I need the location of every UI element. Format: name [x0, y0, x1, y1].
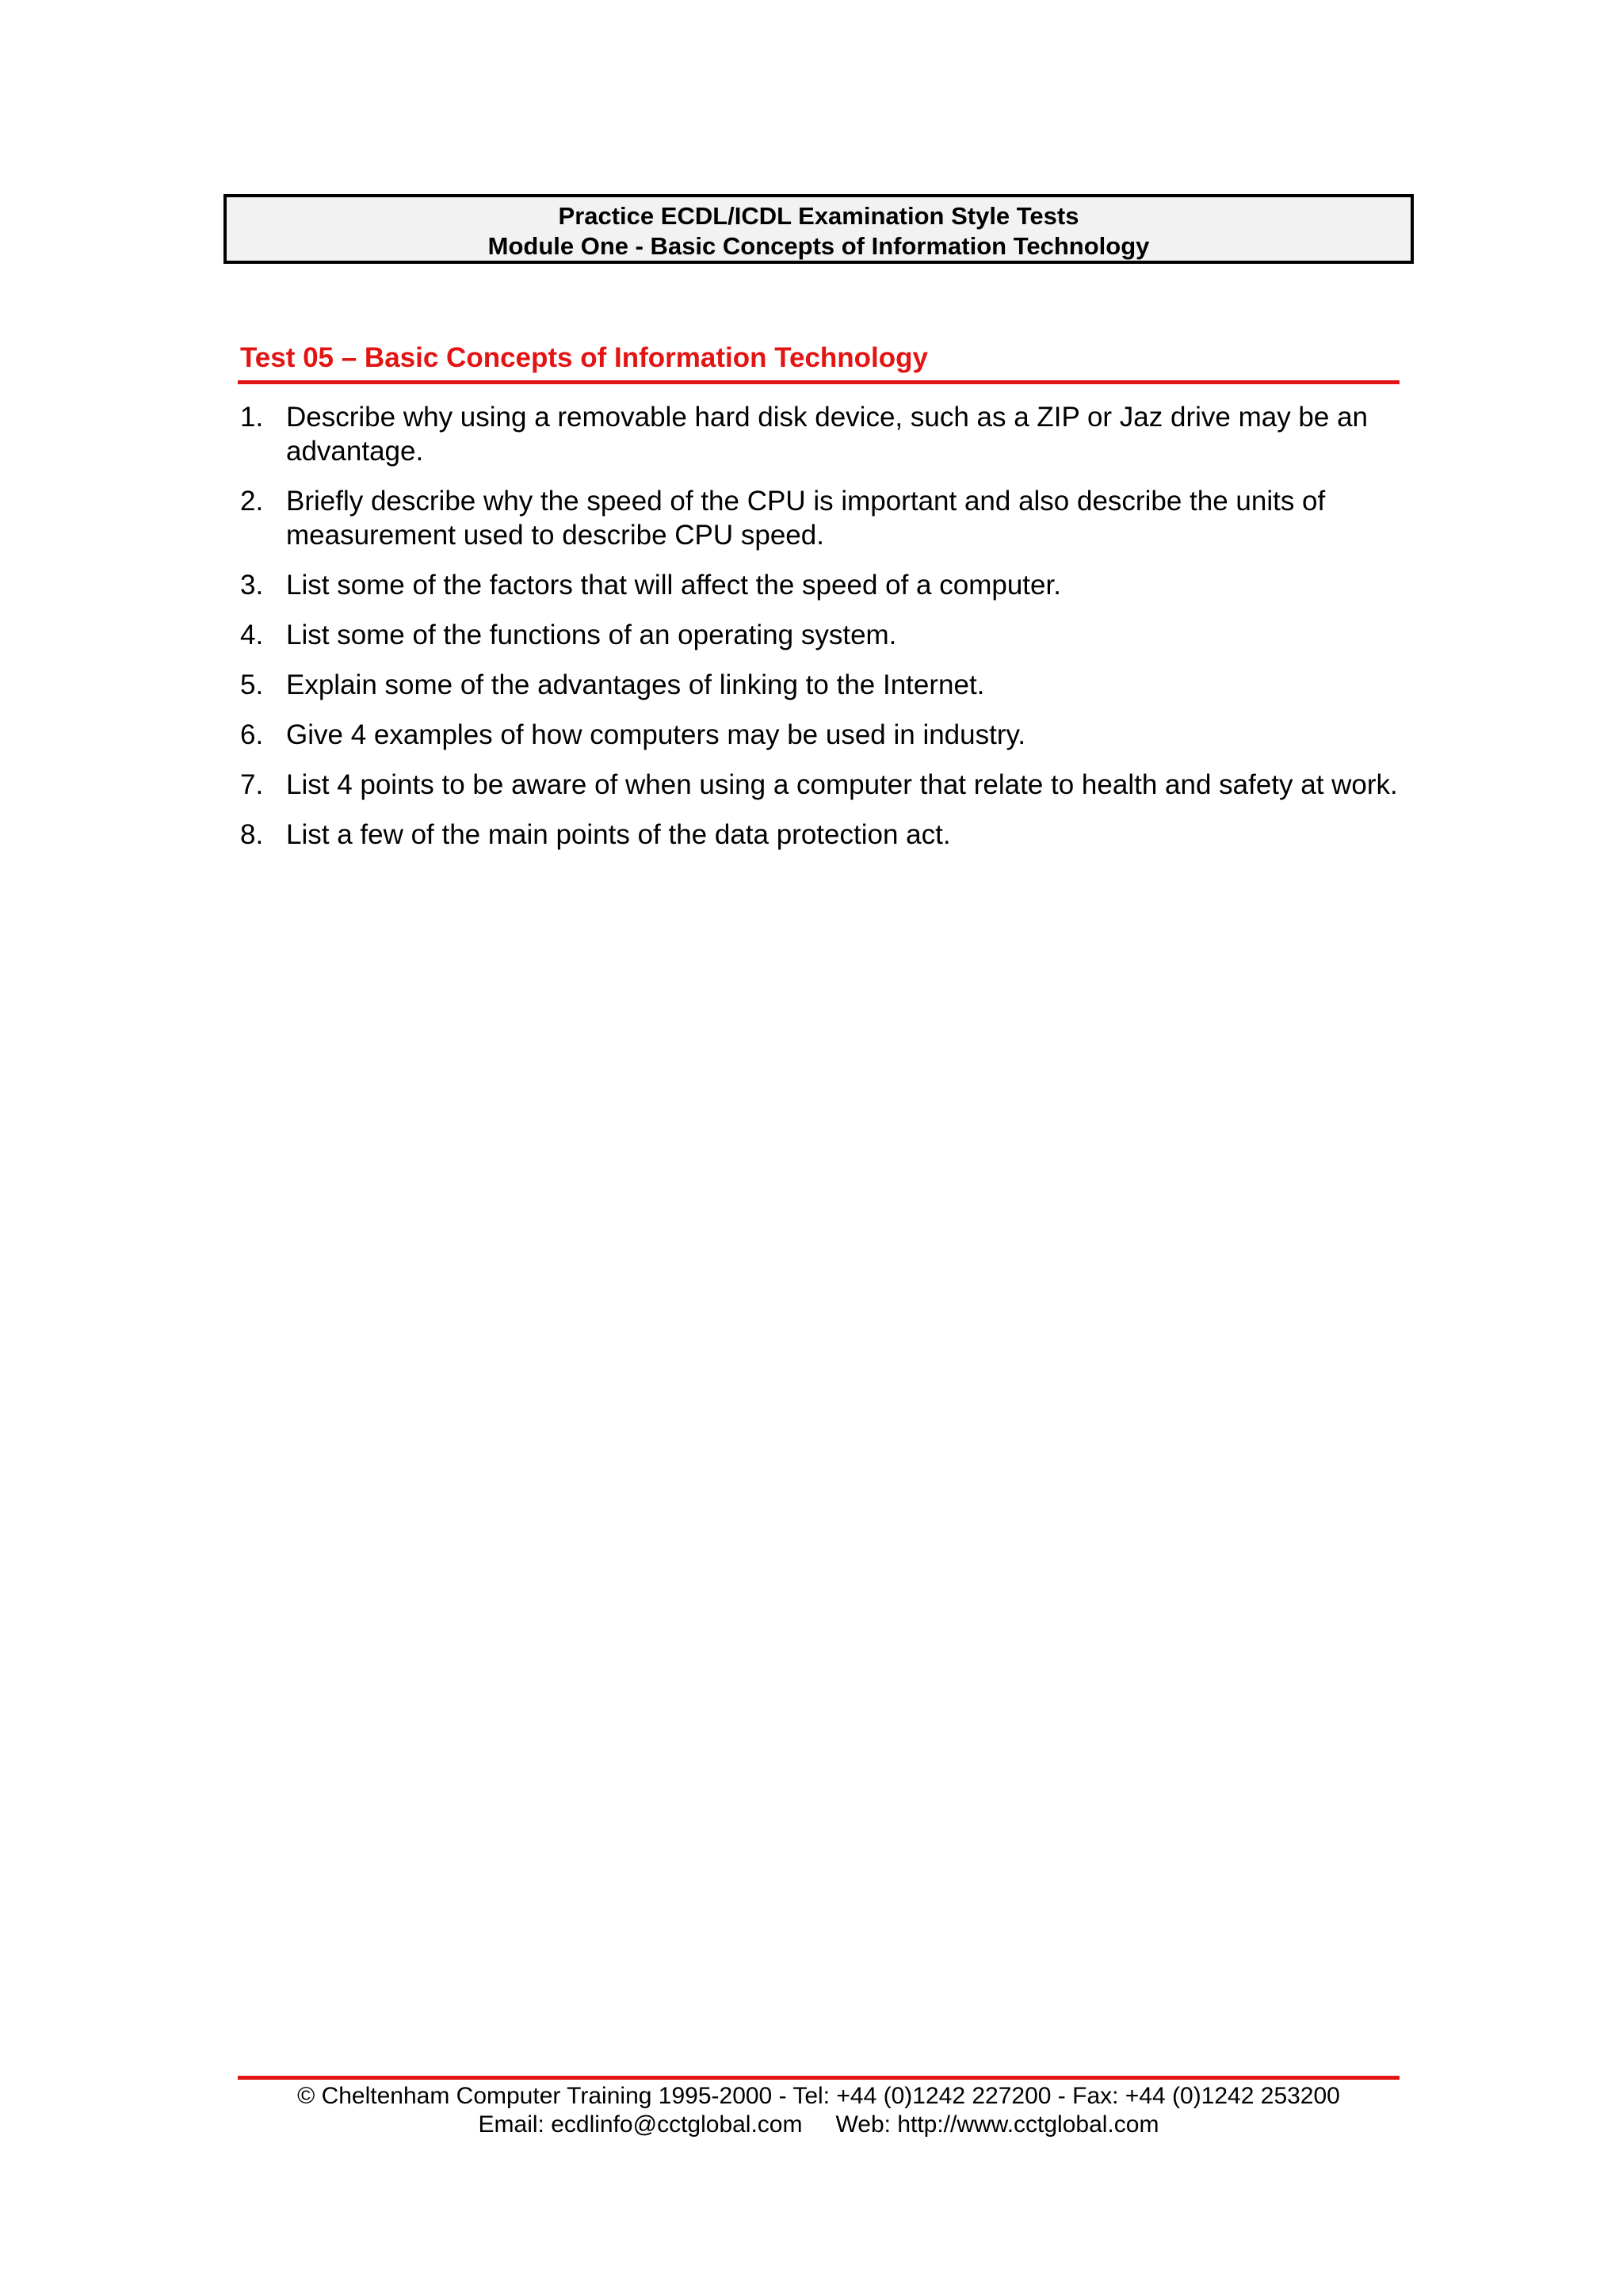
question-item: [240, 400, 1405, 468]
test-title: Test 05 – Basic Concepts of Information Technology: [240, 342, 929, 373]
question-item: [240, 568, 1405, 602]
document-header-box: [223, 194, 1414, 264]
question-text: List 4 points to be aware of when using a computer that relate to health and safety at work.: [286, 769, 1398, 800]
question-text: Explain some of the advantages of linking to the Internet.: [286, 669, 985, 700]
question-text: Describe why using a removable hard disk device, such as a ZIP or Jaz drive may be an advantage.: [286, 402, 1368, 467]
question-number: 1.: [240, 402, 264, 433]
question-text: List a few of the main points of the data protection act.: [286, 819, 951, 850]
question-text: Give 4 examples of how computers may be used in industry.: [286, 719, 1026, 750]
question-text: Briefly describe why the speed of the CPU is important and also describe the units of measurement used to describe CPU speed.: [286, 486, 1326, 551]
question-number: 5.: [240, 669, 264, 700]
question-item: [240, 768, 1405, 802]
question-text: List some of the factors that will affect the speed of a computer.: [286, 570, 1061, 601]
header-line-2: Module One - Basic Concepts of Information Technology: [487, 232, 1150, 260]
question-number: 3.: [240, 570, 264, 601]
title-underline-rule: [238, 380, 1400, 384]
question-number: 8.: [240, 819, 264, 850]
question-text: List some of the functions of an operating system.: [286, 620, 897, 650]
question-list: [240, 400, 1405, 868]
question-item: [240, 668, 1405, 702]
footer: [223, 2082, 1414, 2139]
footer-rule: [238, 2076, 1400, 2080]
question-number: 7.: [240, 769, 264, 800]
header-line-1: Practice ECDL/ICDL Examination Style Tests: [558, 202, 1079, 230]
question-item: [240, 484, 1405, 552]
question-number: 2.: [240, 486, 264, 517]
footer-copyright: © Cheltenham Computer Training 1995-2000 - Tel: +44 (0)1242 227200 - Fax: +44 (0)1242 253200: [297, 2083, 1340, 2109]
question-item: [240, 718, 1405, 752]
question-item: [240, 818, 1405, 852]
question-item: [240, 618, 1405, 652]
footer-contact: [223, 2111, 1414, 2139]
question-number: 6.: [240, 719, 264, 750]
footer-web: Web: http://www.cctglobal.com: [835, 2111, 1159, 2138]
question-number: 4.: [240, 620, 264, 650]
footer-email: Email: ecdlinfo@cctglobal.com: [478, 2111, 803, 2138]
